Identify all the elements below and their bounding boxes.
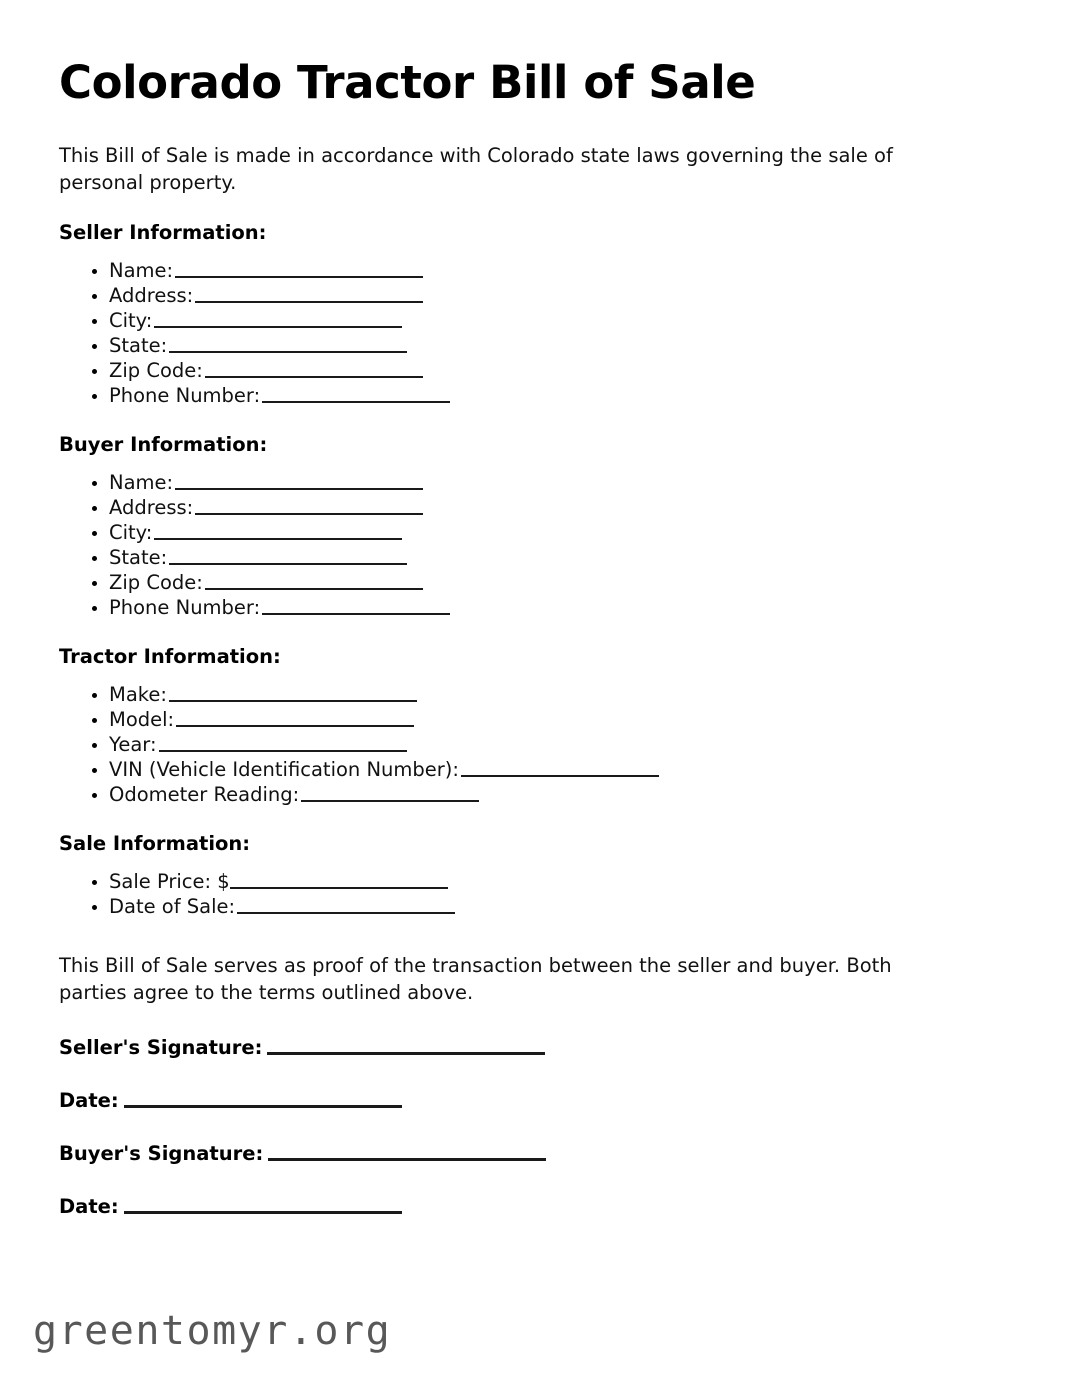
- field-blank-line[interactable]: [205, 574, 423, 590]
- field-label: City:: [109, 521, 153, 545]
- tractor-information-fields: [59, 682, 1014, 807]
- field-blank-line[interactable]: [169, 337, 407, 353]
- field-row: [59, 495, 1014, 520]
- field-row: [59, 595, 1014, 620]
- sale-information-heading: Sale Information:: [59, 832, 251, 856]
- field-row: [59, 333, 1014, 358]
- field-blank-line[interactable]: [176, 711, 414, 727]
- field-row: [59, 707, 1014, 732]
- field-row: [59, 570, 1014, 595]
- field-label: Zip Code:: [109, 359, 203, 383]
- field-label: Name:: [109, 259, 174, 283]
- field-blank-line[interactable]: [169, 686, 417, 702]
- field-label: Odometer Reading:: [109, 783, 300, 807]
- signature-row: [59, 1089, 1014, 1112]
- field-blank-line[interactable]: [195, 287, 423, 303]
- seller-information-fields: [59, 258, 1014, 408]
- buyer-information-fields: [59, 470, 1014, 620]
- signature-blank-line[interactable]: [124, 1196, 402, 1214]
- buyer-information-heading: Buyer Information:: [59, 433, 268, 457]
- field-label: Phone Number:: [109, 596, 261, 620]
- field-row: [59, 283, 1014, 308]
- field-blank-line[interactable]: [169, 549, 407, 565]
- field-row: [59, 258, 1014, 283]
- signature-label: Seller's Signature:: [59, 1036, 263, 1060]
- field-row: [59, 682, 1014, 707]
- field-blank-line[interactable]: [230, 873, 448, 889]
- signature-blank-line[interactable]: [268, 1143, 546, 1161]
- field-blank-line[interactable]: [237, 898, 455, 914]
- field-row: [59, 757, 1014, 782]
- closing-paragraph: This Bill of Sale serves as proof of the transaction between the seller and buyer. Both parties agree to the terms outlined above.: [59, 954, 892, 1004]
- field-blank-line[interactable]: [154, 524, 402, 540]
- field-label: Model:: [109, 708, 175, 732]
- field-row: [59, 383, 1014, 408]
- field-blank-line[interactable]: [262, 599, 450, 615]
- signature-row: [59, 1036, 1014, 1059]
- sale-information-fields: [59, 869, 1014, 919]
- field-label: Zip Code:: [109, 571, 203, 595]
- field-blank-line[interactable]: [195, 499, 423, 515]
- field-blank-line[interactable]: [461, 761, 659, 777]
- page-title: Colorado Tractor Bill of Sale: [59, 56, 756, 109]
- field-row: [59, 308, 1014, 333]
- field-row: [59, 470, 1014, 495]
- field-label: Sale Price: $: [109, 870, 230, 894]
- field-blank-line[interactable]: [301, 786, 479, 802]
- field-label: Make:: [109, 683, 167, 707]
- signature-label: Buyer's Signature:: [59, 1142, 264, 1166]
- field-label: State:: [109, 546, 168, 570]
- field-label: City:: [109, 309, 153, 333]
- field-label: Date of Sale:: [109, 895, 236, 919]
- field-row: [59, 894, 1014, 919]
- field-row: [59, 358, 1014, 383]
- signature-row: [59, 1142, 1014, 1165]
- field-row: [59, 545, 1014, 570]
- signature-row: [59, 1195, 1014, 1218]
- signature-label: Date:: [59, 1089, 119, 1113]
- field-blank-line[interactable]: [154, 312, 402, 328]
- field-blank-line[interactable]: [175, 262, 423, 278]
- field-blank-line[interactable]: [159, 736, 407, 752]
- field-label: VIN (Vehicle Identification Number):: [109, 758, 459, 782]
- document-content: [59, 56, 1014, 1218]
- signature-block: [59, 1036, 1014, 1218]
- field-label: Address:: [109, 284, 194, 308]
- intro-paragraph: This Bill of Sale is made in accordance with Colorado state laws governing the sale of personal property.: [59, 144, 893, 194]
- field-label: Phone Number:: [109, 384, 261, 408]
- field-label: State:: [109, 334, 168, 358]
- field-label: Year:: [109, 733, 157, 757]
- field-row: [59, 520, 1014, 545]
- field-row: [59, 732, 1014, 757]
- field-blank-line[interactable]: [205, 362, 423, 378]
- field-row: [59, 869, 1014, 894]
- field-label: Name:: [109, 471, 174, 495]
- signature-blank-line[interactable]: [267, 1037, 545, 1055]
- seller-information-heading: Seller Information:: [59, 221, 267, 245]
- field-blank-line[interactable]: [175, 474, 423, 490]
- field-row: [59, 782, 1014, 807]
- field-label: Address:: [109, 496, 194, 520]
- site-watermark: greentomyr.org: [33, 1308, 392, 1354]
- field-blank-line[interactable]: [262, 387, 450, 403]
- signature-label: Date:: [59, 1195, 119, 1219]
- tractor-information-heading: Tractor Information:: [59, 645, 281, 669]
- signature-blank-line[interactable]: [124, 1090, 402, 1108]
